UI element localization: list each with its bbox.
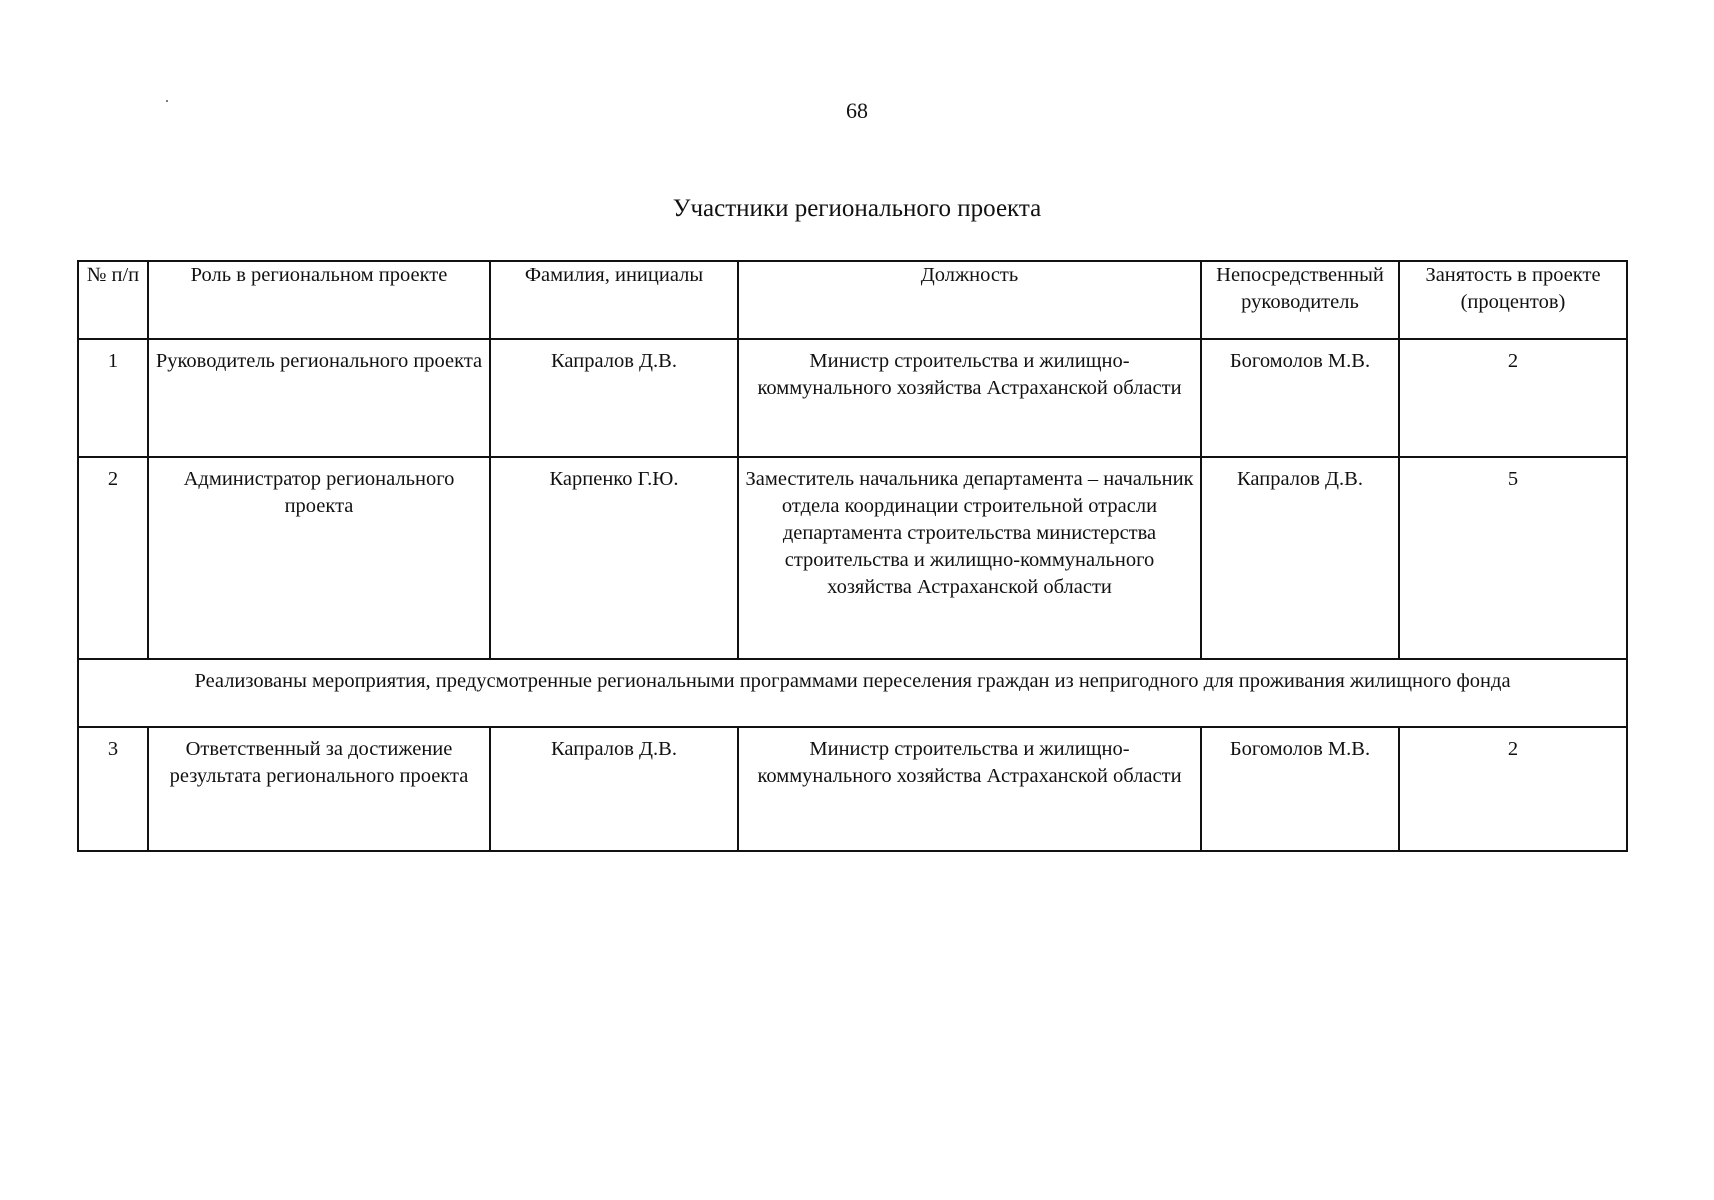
header-name: Фамилия, инициалы xyxy=(490,261,738,339)
cell-name: Капралов Д.В. xyxy=(490,727,738,851)
cell-supervisor: Богомолов М.В. xyxy=(1201,727,1399,851)
section-heading: Реализованы мероприятия, предусмотренные региональными программами переселения граждан из непригодного для проживания жилищного фонда xyxy=(78,659,1627,727)
cell-name: Карпенко Г.Ю. xyxy=(490,457,738,659)
header-role: Роль в региональном проекте xyxy=(148,261,490,339)
cell-employment: 5 xyxy=(1399,457,1627,659)
cell-employment: 2 xyxy=(1399,339,1627,457)
table-row xyxy=(78,339,1627,457)
header-position: Должность xyxy=(738,261,1201,339)
section-heading-row xyxy=(78,659,1627,727)
cell-role: Руководитель регионального проекта xyxy=(148,339,490,457)
header-supervisor: Непосредственный руководитель xyxy=(1201,261,1399,339)
cell-role: Ответственный за достижение результата регионального проекта xyxy=(148,727,490,851)
header-employment: Занятость в проекте (процентов) xyxy=(1399,261,1627,339)
table-row xyxy=(78,727,1627,851)
cell-number: 3 xyxy=(78,727,148,851)
cell-position: Министр строительства и жилищно-коммунального хозяйства Астраханской области xyxy=(738,727,1201,851)
cell-supervisor: Богомолов М.В. xyxy=(1201,339,1399,457)
cell-name: Капралов Д.В. xyxy=(490,339,738,457)
cell-number: 1 xyxy=(78,339,148,457)
cell-supervisor: Капралов Д.В. xyxy=(1201,457,1399,659)
table-header-row xyxy=(78,261,1627,339)
cell-role: Администратор регионального проекта xyxy=(148,457,490,659)
table-row xyxy=(78,457,1627,659)
cell-employment: 2 xyxy=(1399,727,1627,851)
page-title: Участники регионального проекта xyxy=(672,195,1042,222)
header-number: № п/п xyxy=(78,261,148,339)
cell-position: Заместитель начальника департамента – начальник отдела координации строительной отрасли департамента строительства министерства строительства и жилищно-коммунального хозяйства Астраханской области xyxy=(738,457,1201,659)
cell-number: 2 xyxy=(78,457,148,659)
cell-position: Министр строительства и жилищно-коммунального хозяйства Астраханской области xyxy=(738,339,1201,457)
participants-table xyxy=(77,260,1628,852)
page-number: 68 xyxy=(846,98,868,123)
